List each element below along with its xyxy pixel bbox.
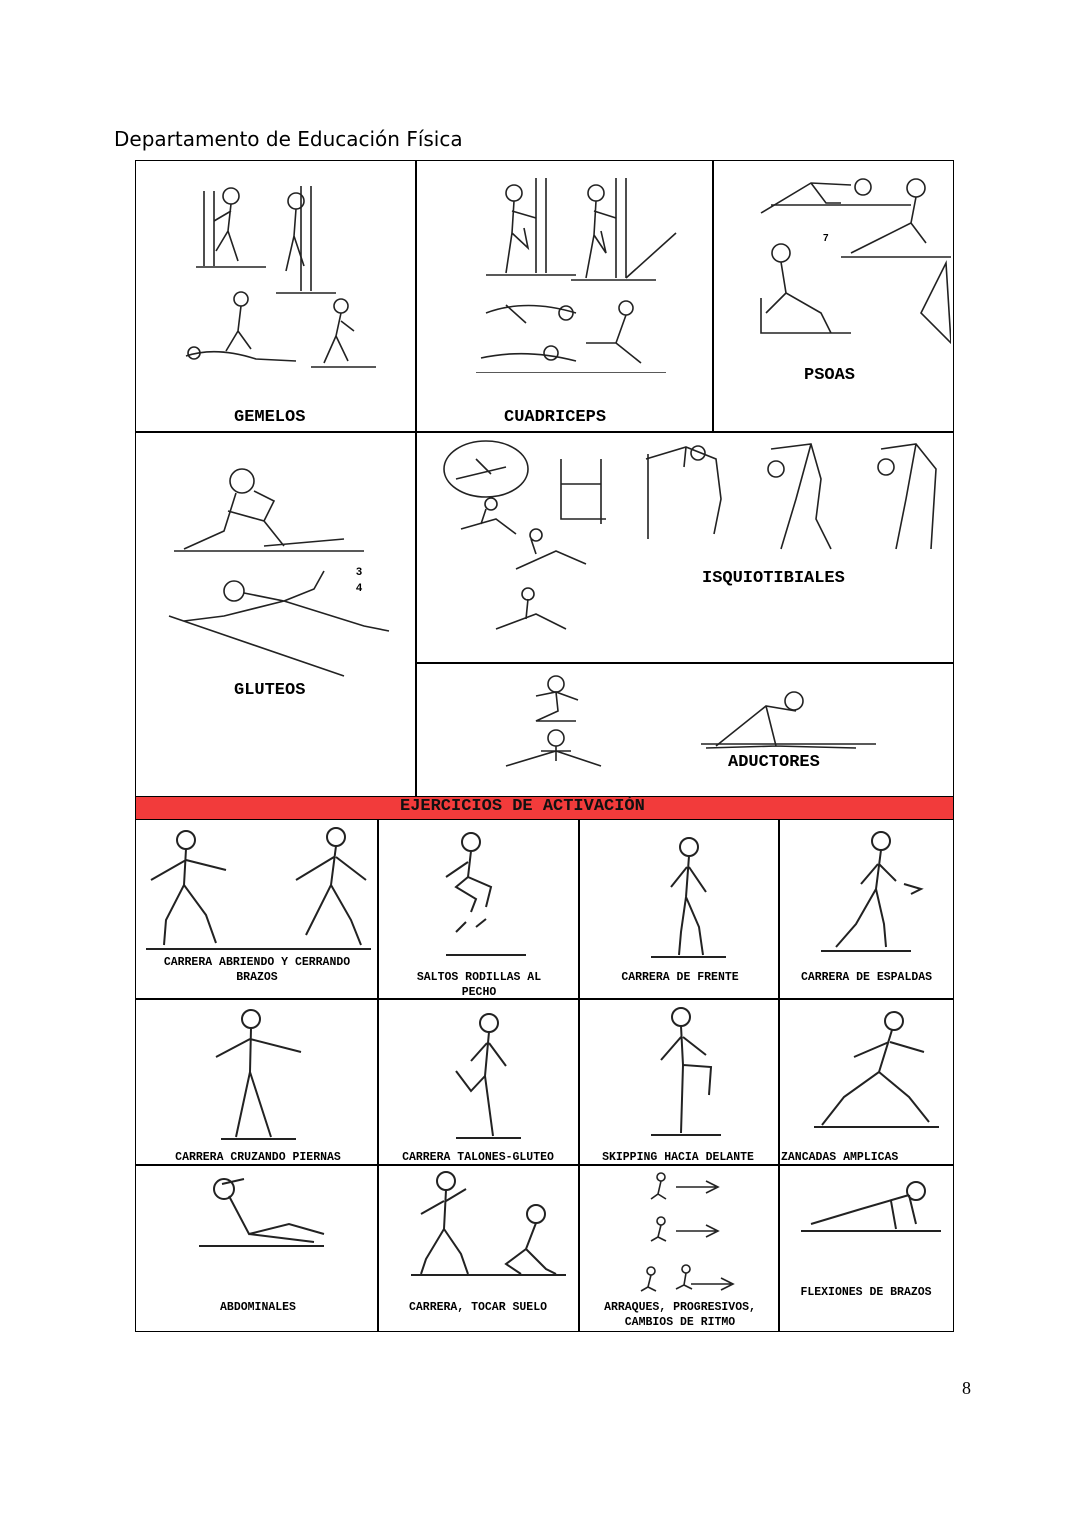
caption-abdominales: ABDOMINALES — [220, 1301, 296, 1314]
jump-knees-figure — [416, 827, 546, 962]
activation-table — [135, 819, 954, 1332]
caption-carrera-tocar-suelo: CARRERA, TOCAR SUELO — [408, 1301, 548, 1314]
caption-saltos-rodillas: SALTOS RODILLAS AL PECHO — [416, 971, 542, 999]
fig-number-7: 7 — [823, 233, 829, 244]
skipping-figure — [641, 1005, 731, 1140]
pushups-figure — [801, 1169, 946, 1249]
fig-number-3: 3 — [356, 566, 363, 578]
gluteos-illustration — [164, 461, 404, 681]
touch-floor-figure — [406, 1169, 571, 1279]
cross-legs-figure — [206, 1007, 316, 1142]
aductores-label: ADUCTORES — [728, 753, 820, 772]
caption-carrera-frente: CARRERA DE FRENTE — [621, 971, 739, 984]
lunges-figure — [814, 1007, 944, 1137]
sprint-arrows-figure — [636, 1169, 746, 1299]
activation-title: EJERCICIOS DE ACTIVACIÓN — [400, 797, 645, 816]
back-run-figure — [816, 829, 926, 954]
psoas-illustration — [731, 173, 951, 353]
gemelos-label: GEMELOS — [234, 408, 306, 427]
stretching-table — [135, 160, 954, 797]
fig-number-4: 4 — [356, 582, 363, 594]
cuadriceps-illustration — [466, 173, 706, 373]
isquiotibiales-illustration — [436, 439, 946, 659]
caption-arraques: ARRAQUES, PROGRESIVOS, CAMBIOS DE RITMO — [604, 1301, 756, 1329]
caption-flexiones: FLEXIONES DE BRAZOS — [800, 1286, 932, 1299]
caption-carrera-espaldas: CARRERA DE ESPALDAS — [800, 971, 933, 984]
heels-glutes-figure — [441, 1011, 531, 1141]
department-header: Departamento de Educación Física — [114, 127, 463, 151]
caption-zancadas: ZANCADAS AMPLICAS — [781, 1151, 899, 1164]
psoas-label: PSOAS — [804, 366, 856, 385]
caption-carrera-abriendo-brazos: CARRERA ABRIENDO Y CERRANDO BRAZOS — [163, 956, 351, 984]
page-number: 8 — [962, 1378, 971, 1398]
gluteos-label: GLUTEOS — [234, 681, 306, 700]
isquiotibiales-label: ISQUIOTIBIALES — [702, 569, 845, 588]
caption-carrera-cruzando: CARRERA CRUZANDO PIERNAS — [175, 1151, 341, 1164]
runner-arms-figure — [146, 825, 371, 953]
gemelos-illustration — [176, 171, 396, 381]
abs-figure — [194, 1174, 329, 1254]
caption-carrera-talones: CARRERA TALONES-GLUTEO — [402, 1151, 554, 1164]
front-run-figure — [641, 837, 731, 962]
caption-skipping: SKIPPING HACIA DELANTE — [602, 1151, 754, 1164]
aductores-illustration — [476, 666, 896, 786]
cuadriceps-label: CUADRICEPS — [504, 408, 607, 427]
